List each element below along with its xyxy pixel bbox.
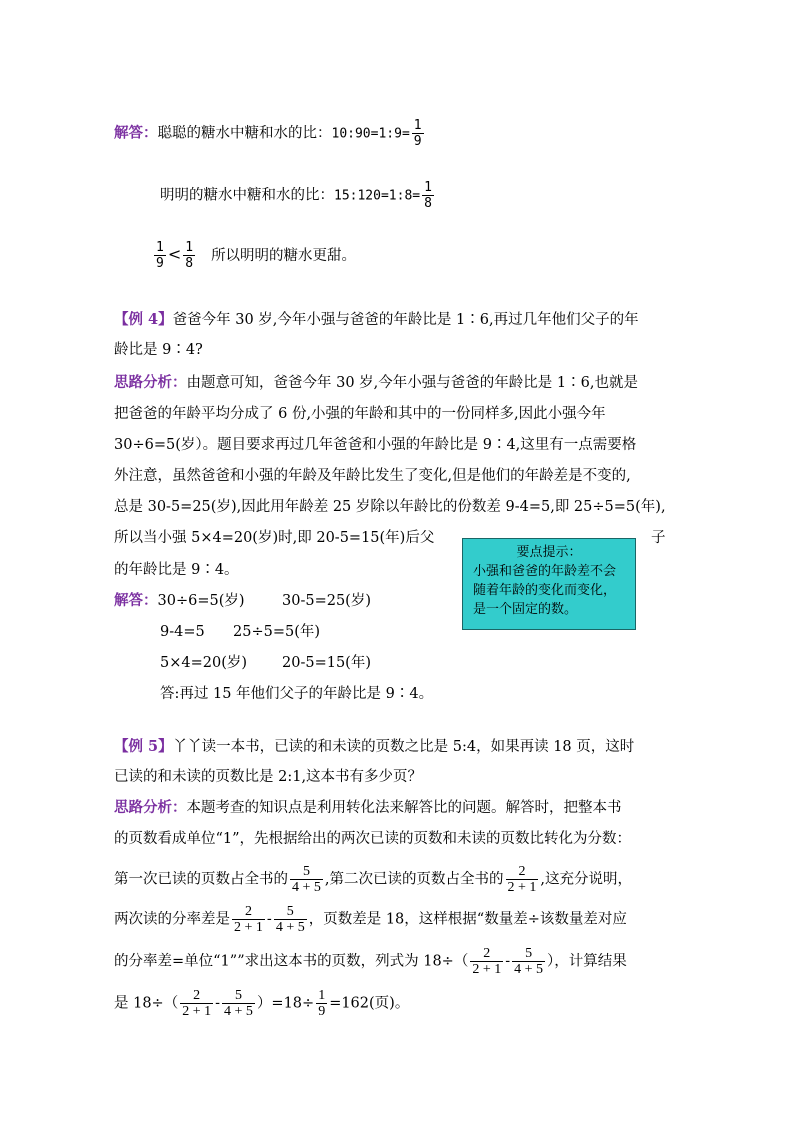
ex4-analysis-line3: 30÷6=5(岁）。题目要求再过几年爸爸和小强的年龄比是 9∶4,这里有一点需要格 [114, 437, 637, 453]
answer-label: 解答 [114, 592, 143, 609]
fraction-5-over-4-plus-5 [290, 864, 323, 895]
fraction-2-over-2-plus-1 [232, 904, 265, 935]
tip-line3: 是一个固定的数。 [473, 602, 578, 617]
sol3-line2-text: 明明的糖水中糖和水的比： [160, 187, 334, 204]
sol3-line1 [114, 118, 426, 149]
cmp-left-fraction [154, 240, 166, 271]
ex5-question-line1 [114, 737, 634, 757]
ex4-analysis-line7: 的年龄比是 9∶4。 [114, 562, 239, 578]
ex5-a3-part3: ,这充分说明， [540, 871, 633, 888]
frac-num: 5 [290, 864, 323, 880]
ex5-a4-part1: 两次读的分率差是 [114, 911, 230, 928]
ex4-label: 【例 4】 [114, 311, 173, 328]
tip-title: 要点提示： [516, 545, 582, 560]
analysis-label: 思路分析 [114, 374, 172, 391]
frac-num: 2 [470, 946, 503, 962]
sol3-line2-calc: 15:120=1:8= [334, 188, 421, 204]
fraction-2-over-2-plus-1 [506, 864, 539, 895]
frac-den: 2 + 1 [182, 1004, 212, 1019]
fraction-5-over-4-plus-5 [274, 904, 307, 935]
sol3-conclusion: 所以明明的糖水更甜。 [211, 247, 357, 264]
minus-sign: - [266, 911, 272, 928]
frac-num: 2 [180, 988, 213, 1004]
ex5-a3-part2: ,第二次已读的页数占全书的 [324, 871, 504, 888]
frac-den: 8 [185, 256, 194, 271]
ex5-analysis-line2: 的页数看成单位“1”，先根据给出的两次已读的页数和未读的页数比转化为分数： [114, 831, 632, 847]
ex5-analysis-line1 [114, 798, 622, 818]
ex4-analysis-line4: 外注意，虽然爸爸和小强的年龄及年龄比发生了变化,但是他们的年龄差是不变的, [114, 468, 631, 484]
ex4-answer-line1 [114, 591, 245, 611]
ex4-analysis-line2: 把爸爸的年龄平均分成了 6 份,小强的年龄和其中的一份同样多,因此小强今年 [114, 406, 606, 422]
ex4-step2b: 25÷5=5(年) [233, 624, 321, 640]
ex5-q1: 丫丫读一本书，已读的和未读的页数之比是 5:4，如果再读 18 页，这时 [172, 739, 635, 755]
sol3-line1-calc: 10:90=1:9= [331, 126, 410, 142]
ex4-step2a: 9-4=5 [160, 624, 205, 640]
ex5-analysis-line5 [114, 946, 627, 977]
frac-den: 2 + 1 [472, 962, 502, 977]
frac-num: 2 [506, 864, 539, 880]
frac-num: 1 [413, 118, 422, 133]
fraction-2-over-2-plus-1 [180, 988, 213, 1019]
ex4-a1: 由题意可知，爸爸今年 30 岁,今年小强与爸爸的年龄比是 1∶6,也就是 [186, 375, 638, 391]
analysis-colon: ： [172, 374, 187, 391]
minus-sign: - [215, 995, 221, 1012]
ex4-q1: 爸爸今年 30 岁,今年小强与爸爸的年龄比是 1∶6,再过几年他们父子的年 [172, 312, 639, 328]
ex4-analysis-line1 [114, 373, 638, 393]
frac-den: 4 + 5 [275, 920, 305, 935]
frac-num: 1 [318, 988, 326, 1003]
frac-num: 5 [512, 946, 545, 962]
frac-den: 9 [156, 256, 164, 271]
ex5-a4-part2: ，页数差是 18，这样根据“数量差÷该数量差对应 [308, 911, 627, 928]
sol3-line3 [152, 240, 356, 271]
frac-num: 1 [185, 240, 194, 255]
ex5-a6-part2: ）=18÷ [256, 995, 315, 1012]
fraction-one-eighth [422, 180, 434, 211]
ex5-label: 【例 5】 [114, 738, 173, 755]
ex5-a5-part2: ），计算结果 [547, 953, 627, 970]
frac-den: 4 + 5 [292, 880, 321, 895]
analysis-colon: ： [172, 799, 187, 816]
frac-den: 4 + 5 [224, 1004, 253, 1019]
sol3-line2 [160, 180, 436, 211]
frac-num: 5 [274, 904, 307, 920]
ex5-a6-part3: =162(页)。 [329, 995, 410, 1012]
frac-num: 1 [156, 240, 164, 255]
ex4-analysis-line5: 总是 30-5=25(岁),因此用年龄差 25 岁除以年龄比的份数差 9-4=5,即 25÷5=5(年), [114, 499, 666, 515]
fraction-1-over-9 [316, 988, 327, 1019]
answer-colon: ： [143, 124, 158, 142]
ex5-analysis-line6 [114, 988, 409, 1019]
answer-colon: ： [143, 592, 158, 609]
answer-label: 解答 [114, 124, 143, 142]
tip-box [462, 538, 636, 630]
frac-num: 1 [424, 180, 432, 195]
fraction-5-over-4-plus-5 [512, 946, 545, 977]
ex4-step1a: 30÷6=5(岁) [157, 593, 245, 609]
ex5-a5-part1: 的分率差=单位“1””求出这本书的页数，列式为 18÷（ [114, 953, 469, 970]
ex4-question-line1 [114, 310, 639, 330]
tip-line1: 小强和爸爸的年龄差不会 [473, 564, 617, 579]
ex5-question-line2: 已读的和未读的页数比是 2:1,这本书有多少页？ [114, 769, 423, 785]
ex4-question-line2: 龄比是 9∶4? [114, 342, 203, 358]
tip-line2: 随着年龄的变化而变化， [473, 583, 617, 598]
ex4-step1b: 30-5=25(岁) [282, 593, 371, 609]
cmp-right-fraction [183, 240, 195, 271]
fraction-2-over-2-plus-1 [470, 946, 503, 977]
ex5-analysis-line4 [114, 904, 627, 935]
frac-den: 9 [413, 134, 422, 149]
fraction-5-over-4-plus-5 [222, 988, 255, 1019]
ex4-step3b: 20-5=15(年) [282, 655, 371, 671]
ex4-final-answer: 答:再过 15 年他们父子的年龄比是 9∶4。 [160, 686, 434, 702]
less-than-sign: < [167, 244, 182, 264]
ex5-a3-part1: 第一次已读的页数占全书的 [114, 871, 288, 888]
frac-den: 9 [318, 1004, 326, 1019]
ex5-analysis-line3 [114, 864, 632, 895]
fraction-one-ninth [412, 118, 424, 149]
frac-num: 2 [232, 904, 265, 920]
frac-den: 2 + 1 [507, 880, 537, 895]
ex4-analysis-line6: 所以当小强 5×4=20(岁)时,即 20-5=15(年)后父 [114, 530, 435, 546]
ex4-analysis-line6-end: 子 [651, 530, 666, 546]
frac-den: 2 + 1 [234, 920, 263, 935]
ex4-step3a: 5×4=20(岁) [160, 655, 248, 671]
sol3-line1-text: 聪聪的糖水中糖和水的比： [157, 125, 332, 142]
minus-sign: - [505, 953, 511, 970]
ex5-a1: 本题考查的知识点是利用转化法来解答比的问题。解答时，把整本书 [186, 800, 622, 816]
frac-den: 4 + 5 [514, 962, 544, 977]
analysis-label: 思路分析 [114, 799, 172, 816]
frac-den: 8 [424, 196, 432, 211]
ex5-a6-part1: 是 18÷（ [114, 995, 179, 1012]
frac-num: 5 [222, 988, 255, 1004]
